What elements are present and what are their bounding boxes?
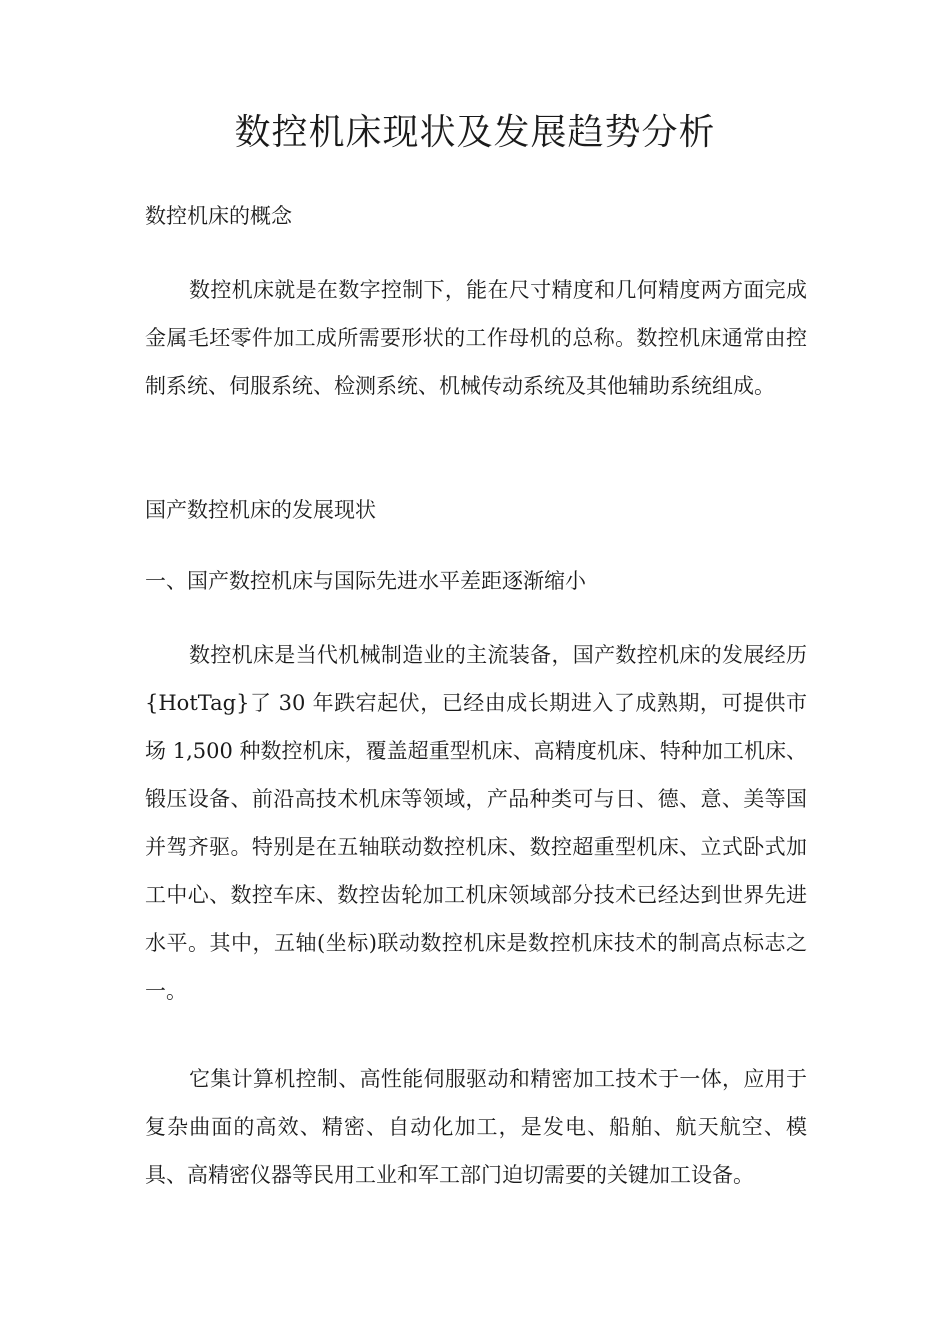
document-title: 数控机床现状及发展趋势分析	[234, 112, 716, 153]
section-heading-concept: 数控机床的概念	[145, 204, 292, 228]
paragraph-mainstream-equipment: 数控机床是当代机械制造业的主流装备，国产数控机床的发展经历{HotTag}了 30 年跌宕起伏，已经由成长期进入了成熟期，可提供市场 1,500 种数控机床，覆盖超重型机床、高精度机床、特种加工机床、锻压设备、前沿高技术机床等领域，产品种类可与日、德、意、美等国并驾齐驱。特别是在五轴联动数控机床、数控超重型机床、立式卧式加工中心、数控车床、数控齿轮加工机床领域部分技术已经达到世界先进水平。其中，五轴(坐标)联动数控机床是数控机床技术的制高点标志之一。	[145, 643, 807, 1003]
paragraph-five-axis: 它集计算机控制、高性能伺服驱动和精密加工技术于一体，应用于复杂曲面的高效、精密、自动化加工，是发电、船舶、航天航空、模具、高精密仪器等民用工业和军工部门迫切需要的关键加工设备。	[145, 1067, 807, 1187]
paragraph-concept: 数控机床就是在数字控制下，能在尺寸精度和几何精度两方面完成金属毛坯零件加工成所需要形状的工作母机的总称。数控机床通常由控制系统、伺服系统、检测系统、机械传动系统及其他辅助系统组成。	[145, 278, 807, 398]
subsection-heading-gap: 一、国产数控机床与国际先进水平差距逐渐缩小	[145, 569, 586, 593]
section-heading-status: 国产数控机床的发展现状	[145, 498, 376, 522]
